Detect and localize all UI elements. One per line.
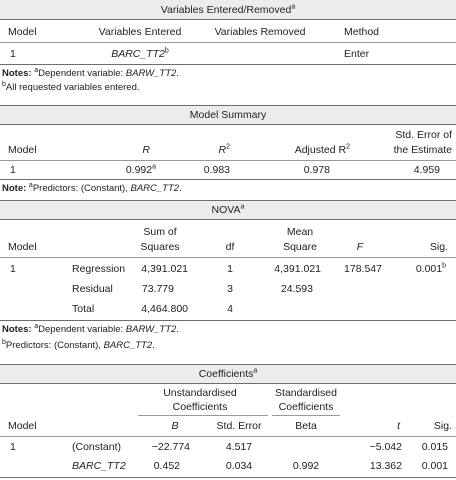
t1-header-model: Model xyxy=(8,26,37,38)
table3-title: NOVA$^a$ xyxy=(211,203,245,216)
t1-header-removed: Variables Removed xyxy=(214,26,306,38)
t1-row-method: Enter xyxy=(344,48,370,60)
t4-cell-sig: 0.015 xyxy=(421,441,448,453)
t1-row-entered: BARC_TT2$^b$ xyxy=(111,47,169,60)
t4-header-t: t xyxy=(397,420,400,432)
t3-cell-sig: 0.001$^b$ xyxy=(415,262,446,275)
t4-cell-beta: 0.992 xyxy=(292,460,320,472)
t2-header-adjusted-r2: Adjusted $R^2$ xyxy=(294,143,350,156)
t3-header-df: df xyxy=(225,241,235,253)
t4-cell-term: BARC_TT2 xyxy=(72,460,126,472)
t4-cell-b: −22.774 xyxy=(151,441,190,453)
t3-header-sum-of-squares: Sum of Squares xyxy=(140,226,180,253)
divider xyxy=(0,436,456,437)
t3-cell-f: 178.547 xyxy=(344,263,382,275)
t4-header-beta: Beta xyxy=(295,420,317,432)
t4-cell-t: −5.042 xyxy=(369,441,402,453)
t4-header-model: Model xyxy=(8,420,37,432)
divider xyxy=(0,257,456,258)
t1-header-entered: Variables Entered xyxy=(98,26,182,38)
divider xyxy=(0,383,456,384)
divider xyxy=(0,320,456,321)
t3-note1: Notes: $^a$Dependent variable: BARW_TT2. xyxy=(2,322,179,335)
t3-header-sig: Sig. xyxy=(429,241,448,253)
t3-cell-ss: 73.779 xyxy=(141,283,174,295)
t2-row-r2: 0.983 xyxy=(203,164,230,176)
t3-header-mean-square: Mean Square xyxy=(283,226,317,253)
table2-title: Model Summary xyxy=(189,109,267,121)
t4-cell-term: (Constant) xyxy=(72,441,122,453)
t4-cell-se: 4.517 xyxy=(225,441,253,453)
t4-header-sig: Sig. xyxy=(433,420,452,432)
t3-note2: $^b$Predictors: (Constant), BARC_TT2. xyxy=(2,338,155,351)
t4-header-b: B xyxy=(171,420,179,432)
divider xyxy=(0,124,456,125)
divider xyxy=(0,160,456,161)
t3-header-f: F xyxy=(356,241,364,253)
t4-cell-se: 0.034 xyxy=(225,460,253,472)
t3-header-model: Model xyxy=(8,241,37,253)
divider xyxy=(0,42,456,43)
t3-cell-source: Regression xyxy=(72,263,126,275)
t1-note2: $^b$All requested variables entered. xyxy=(2,80,140,93)
t2-note: Note: $^a$Predictors: (Constant), BARC_TT2. xyxy=(2,181,182,194)
divider xyxy=(0,219,456,220)
table4-title: Coefficients$^a$ xyxy=(198,367,258,380)
t3-cell-df: 3 xyxy=(227,283,233,295)
t3-cell-df: 4 xyxy=(227,303,233,315)
t2-row-model: 1 xyxy=(10,164,16,176)
t4-cell-t: 13.362 xyxy=(369,460,402,472)
t3-cell-df: 1 xyxy=(227,263,233,275)
t2-row-adjusted-r2: 0.978 xyxy=(303,164,330,176)
t2-header-std-error: Std. Error of the Estimate xyxy=(393,129,452,156)
t2-header-model: Model xyxy=(8,144,37,156)
t3-cell-source: Total xyxy=(72,303,95,315)
t3-cell-ss: 4,464.800 xyxy=(141,303,188,315)
t3-cell-ms: 4,391.021 xyxy=(274,263,321,275)
t3-cell-model: 1 xyxy=(10,263,16,275)
t4-header-unstandardised: Unstandardised Coefficients xyxy=(163,387,237,413)
divider xyxy=(0,477,456,478)
t2-header-r2: $R^2$ xyxy=(218,143,230,156)
t4-header-standardised: Standardised Coefficients xyxy=(275,387,337,413)
t2-row-std-error: 4.959 xyxy=(413,164,440,176)
divider xyxy=(0,179,456,180)
t1-header-method: Method xyxy=(344,26,380,38)
t4-header-std-error: Std. Error xyxy=(216,420,262,432)
t3-cell-source: Residual xyxy=(72,283,113,295)
divider xyxy=(0,19,456,20)
t4-cell-model: 1 xyxy=(10,441,16,453)
t4-cell-b: 0.452 xyxy=(153,460,180,472)
t2-header-r: R xyxy=(142,144,150,156)
t3-cell-ms: 24.593 xyxy=(280,283,313,295)
t1-row-model: 1 xyxy=(10,48,16,60)
t1-note1: Notes: $^a$Dependent variable: BARW_TT2. xyxy=(2,66,179,79)
divider xyxy=(272,415,340,416)
table1-title: Variables Entered/Removed$^a$ xyxy=(160,3,296,16)
t2-row-r: 0.992$^a$ xyxy=(125,163,156,176)
divider xyxy=(0,64,456,65)
divider xyxy=(138,415,268,416)
t4-cell-sig: 0.001 xyxy=(421,460,448,472)
t3-cell-ss: 4,391.021 xyxy=(141,263,188,275)
